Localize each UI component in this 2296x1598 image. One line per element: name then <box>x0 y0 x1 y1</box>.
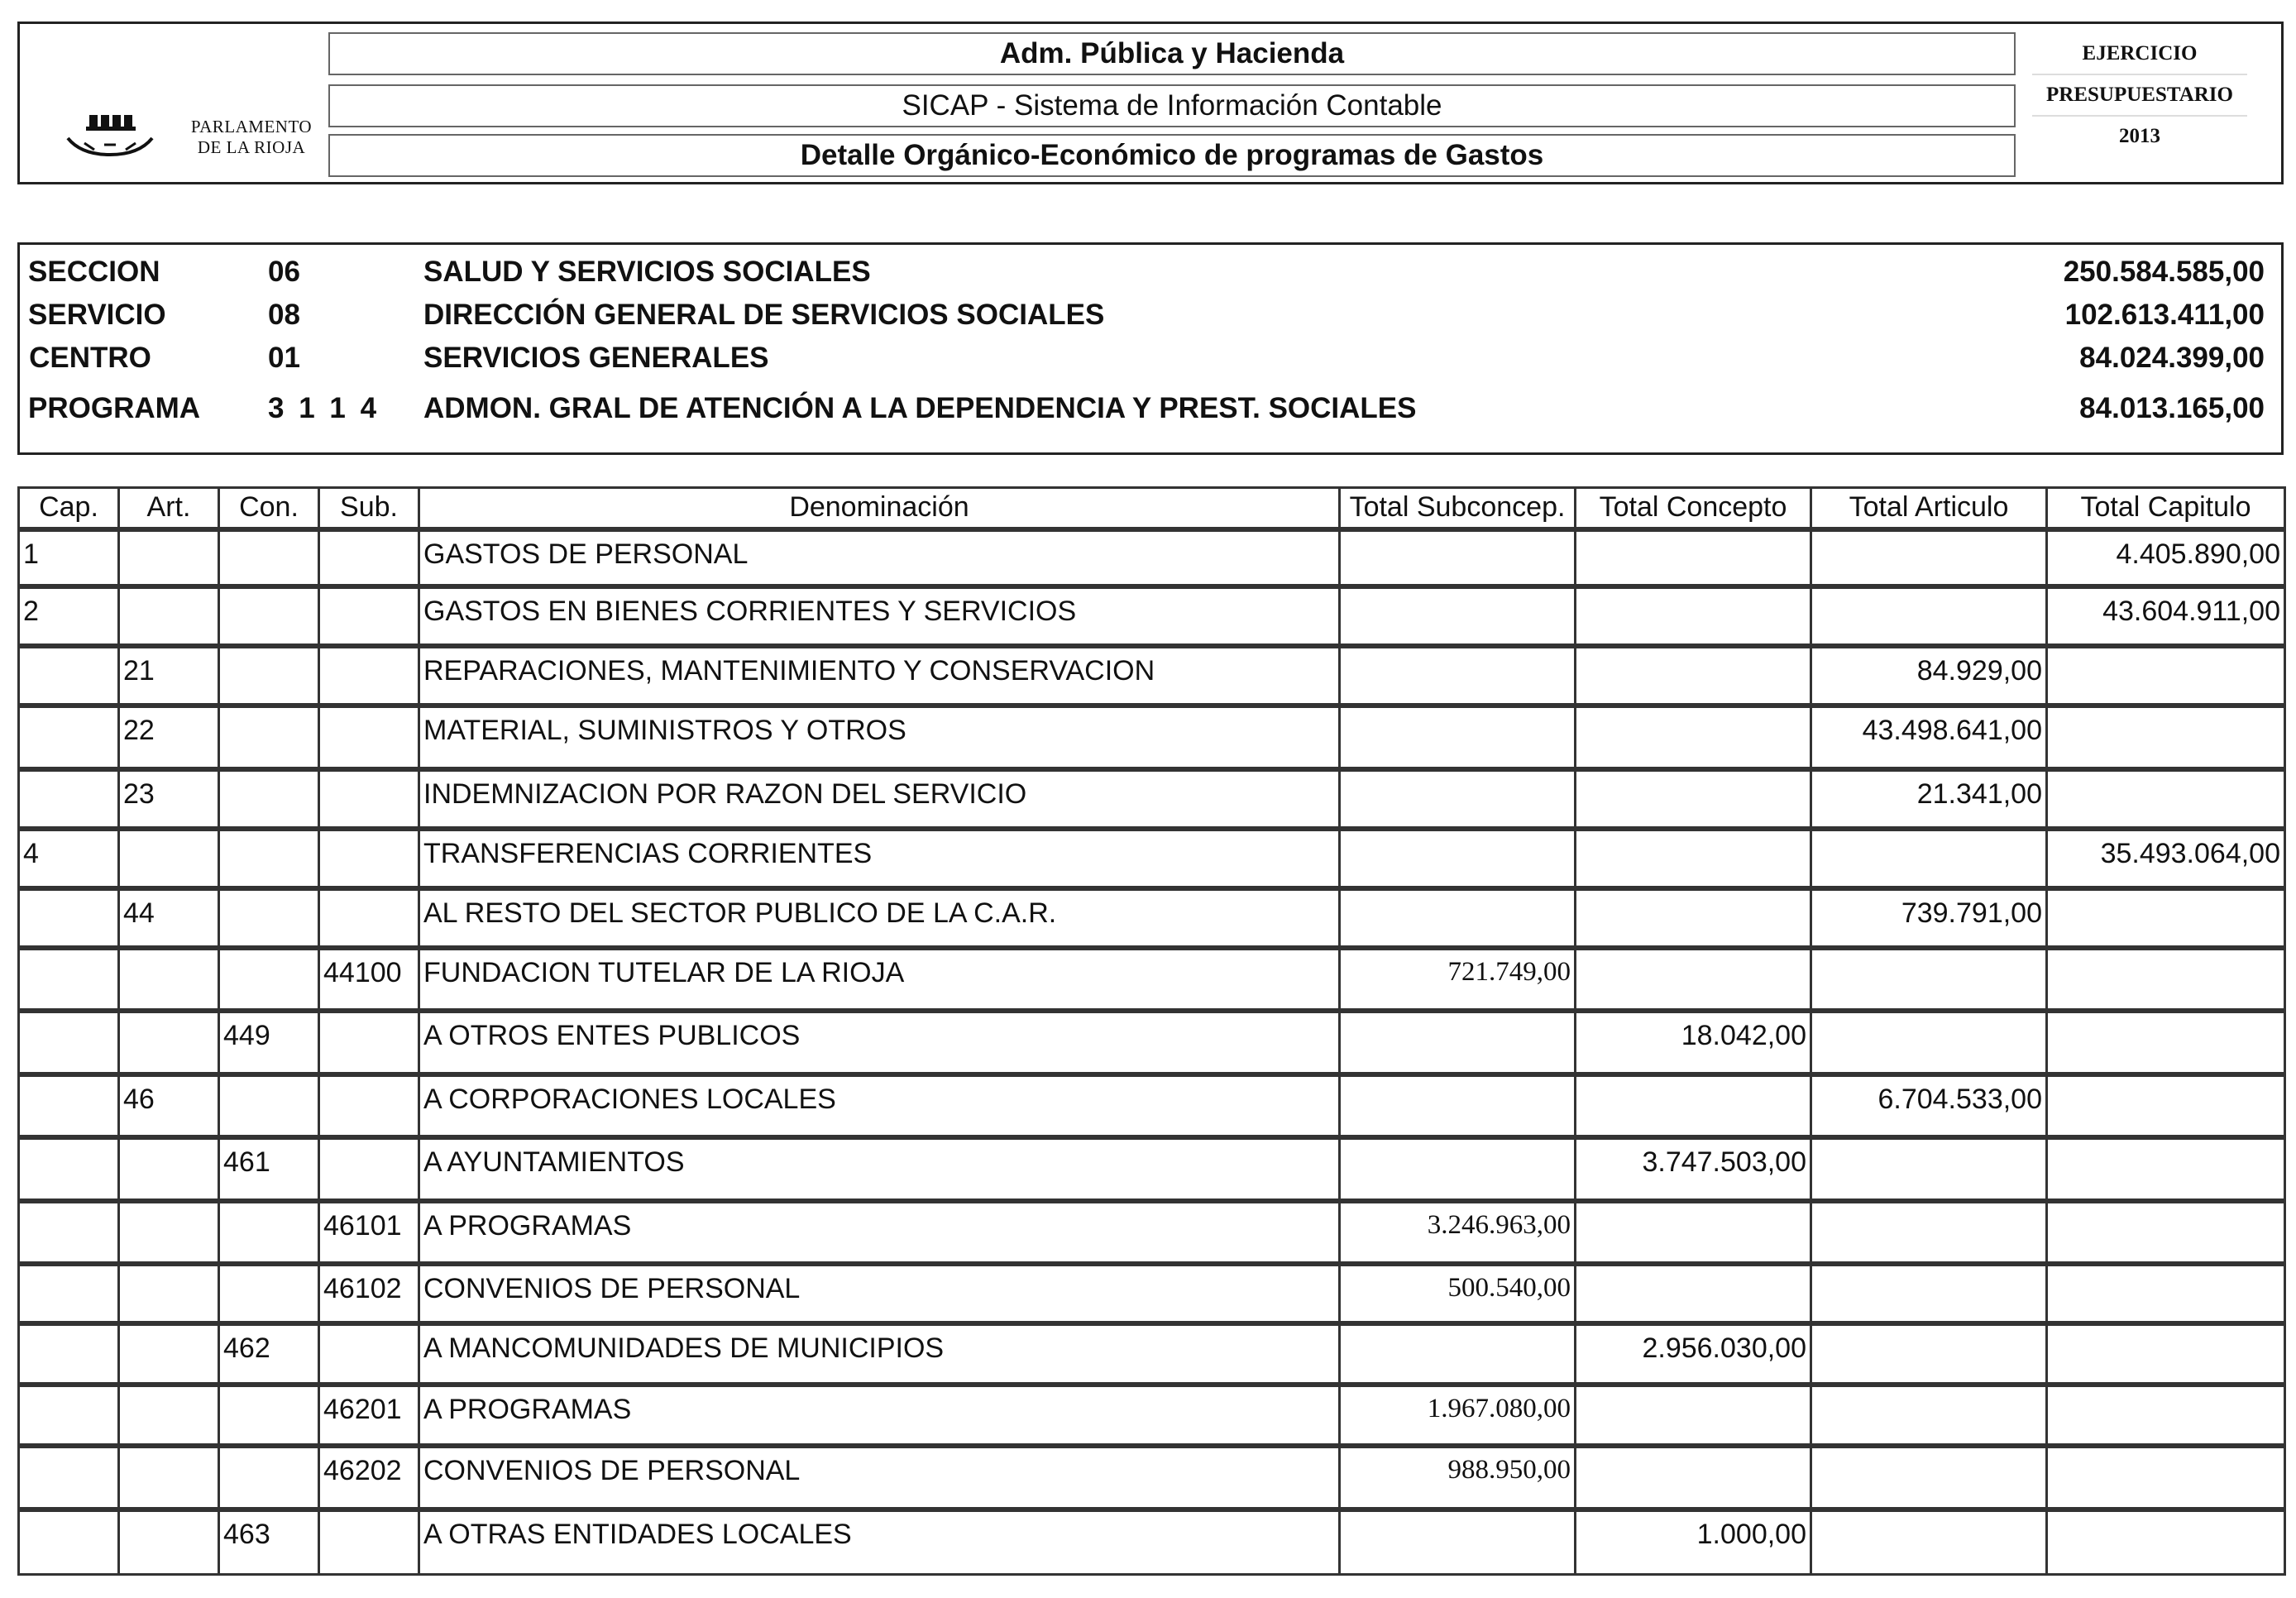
cell-con: 449 <box>219 1011 319 1074</box>
column-header-total-subconcepto: Total Subconcep. <box>1340 488 1576 529</box>
cell-total-subconcepto: 1.967.080,00 <box>1340 1385 1576 1446</box>
cell-total-subconcepto: 3.246.963,00 <box>1340 1201 1576 1264</box>
cell-total-articulo: 739.791,00 <box>1811 888 2047 948</box>
cell-denominacion: CONVENIOS DE PERSONAL <box>419 1446 1340 1509</box>
cell-con <box>219 646 319 706</box>
report-title: Detalle Orgánico-Económico de programas de Gastos <box>328 134 2016 177</box>
cell-total-capitulo <box>2047 948 2285 1011</box>
column-header-total-articulo: Total Articulo <box>1811 488 2047 529</box>
cell-total-subconcepto <box>1340 1137 1576 1200</box>
cell-con <box>219 586 319 646</box>
table-row <box>19 1509 2285 1575</box>
cell-total-subconcepto: 721.749,00 <box>1340 948 1576 1011</box>
cell-denominacion: A PROGRAMAS <box>419 1201 1340 1264</box>
table-row <box>19 769 2285 829</box>
info-code: 08 <box>268 299 300 331</box>
cell-art <box>119 1323 219 1385</box>
cell-total-concepto <box>1576 706 1811 768</box>
cell-sub <box>319 1074 419 1137</box>
cell-total-concepto <box>1576 829 1811 888</box>
cell-art <box>119 1011 219 1074</box>
table-row <box>19 1201 2285 1264</box>
cell-cap <box>19 1323 119 1385</box>
info-code: 06 <box>268 256 300 288</box>
cell-total-capitulo <box>2047 646 2285 706</box>
cell-total-capitulo <box>2047 706 2285 768</box>
column-header-total-capitulo: Total Capitulo <box>2047 488 2285 529</box>
parliament-logo <box>45 90 326 165</box>
table-row <box>19 948 2285 1011</box>
cell-total-concepto: 18.042,00 <box>1576 1011 1811 1074</box>
table-row <box>19 829 2285 888</box>
cell-cap <box>19 1509 119 1575</box>
table-row <box>19 1446 2285 1509</box>
table-body <box>19 529 2285 1575</box>
cell-total-articulo <box>1811 1264 2047 1323</box>
cell-total-capitulo: 35.493.064,00 <box>2047 829 2285 888</box>
department-title: Adm. Pública y Hacienda <box>328 32 2016 75</box>
cell-denominacion: INDEMNIZACION POR RAZON DEL SERVICIO <box>419 769 1340 829</box>
cell-total-concepto <box>1576 1264 1811 1323</box>
cell-art: 22 <box>119 706 219 768</box>
column-header-art: Art. <box>119 488 219 529</box>
cell-total-articulo <box>1811 1011 2047 1074</box>
cell-total-articulo: 84.929,00 <box>1811 646 2047 706</box>
cell-sub: 44100 <box>319 948 419 1011</box>
cell-art <box>119 1137 219 1200</box>
cell-total-subconcepto <box>1340 888 1576 948</box>
info-amount: 84.013.165,00 <box>2079 392 2265 424</box>
fiscal-year-block <box>2016 34 2264 179</box>
cell-total-capitulo <box>2047 1323 2285 1385</box>
info-row-seccion <box>20 253 2281 291</box>
cell-total-subconcepto <box>1340 829 1576 888</box>
cell-sub <box>319 706 419 768</box>
cell-sub <box>319 1137 419 1200</box>
cell-sub <box>319 586 419 646</box>
cell-cap <box>19 888 119 948</box>
cell-total-concepto <box>1576 1074 1811 1137</box>
cell-cap <box>19 948 119 1011</box>
table-row <box>19 529 2285 587</box>
cell-denominacion: TRANSFERENCIAS CORRIENTES <box>419 829 1340 888</box>
table-row <box>19 1074 2285 1137</box>
table-row <box>19 888 2285 948</box>
cell-art <box>119 1446 219 1509</box>
cell-art <box>119 1509 219 1575</box>
cell-total-capitulo <box>2047 1509 2285 1575</box>
cell-total-concepto: 2.956.030,00 <box>1576 1323 1811 1385</box>
cell-cap <box>19 1385 119 1446</box>
cell-sub <box>319 1011 419 1074</box>
cell-cap <box>19 769 119 829</box>
table-row <box>19 1385 2285 1446</box>
cell-total-articulo: 21.341,00 <box>1811 769 2047 829</box>
cell-total-subconcepto <box>1340 1074 1576 1137</box>
cell-total-subconcepto <box>1340 769 1576 829</box>
cell-total-concepto <box>1576 586 1811 646</box>
cell-total-concepto <box>1576 1201 1811 1264</box>
cell-con: 462 <box>219 1323 319 1385</box>
cell-cap <box>19 1201 119 1264</box>
cell-total-capitulo <box>2047 1446 2285 1509</box>
table-row <box>19 1264 2285 1323</box>
info-name: SALUD Y SERVICIOS SOCIALES <box>423 256 871 288</box>
cell-art <box>119 586 219 646</box>
table-header-row <box>19 488 2285 529</box>
parliament-emblem-icon <box>65 112 155 161</box>
table-row <box>19 1323 2285 1385</box>
cell-total-concepto <box>1576 646 1811 706</box>
cell-total-capitulo: 43.604.911,00 <box>2047 586 2285 646</box>
cell-total-subconcepto <box>1340 1323 1576 1385</box>
column-header-con: Con. <box>219 488 319 529</box>
info-label: SERVICIO <box>28 299 166 331</box>
cell-total-articulo <box>1811 1201 2047 1264</box>
info-row-servicio <box>20 296 2281 334</box>
cell-art <box>119 948 219 1011</box>
cell-denominacion: REPARACIONES, MANTENIMIENTO Y CONSERVACION <box>419 646 1340 706</box>
table-row <box>19 646 2285 706</box>
cell-denominacion: AL RESTO DEL SECTOR PUBLICO DE LA C.A.R. <box>419 888 1340 948</box>
cell-sub <box>319 646 419 706</box>
cell-art: 46 <box>119 1074 219 1137</box>
cell-con <box>219 706 319 768</box>
table-row <box>19 706 2285 768</box>
cell-denominacion: A AYUNTAMIENTOS <box>419 1137 1340 1200</box>
cell-total-capitulo <box>2047 1011 2285 1074</box>
info-row-centro <box>20 339 2281 377</box>
cell-art: 21 <box>119 646 219 706</box>
cell-total-articulo <box>1811 1323 2047 1385</box>
info-name: ADMON. GRAL DE ATENCIÓN A LA DEPENDENCIA Y PREST. SOCIALES <box>423 392 1417 424</box>
cell-total-concepto <box>1576 888 1811 948</box>
cell-total-capitulo <box>2047 888 2285 948</box>
cell-art <box>119 1201 219 1264</box>
cell-cap: 2 <box>19 586 119 646</box>
cell-con <box>219 829 319 888</box>
cell-total-capitulo <box>2047 1264 2285 1323</box>
cell-cap <box>19 1446 119 1509</box>
info-label: CENTRO <box>29 342 151 374</box>
cell-total-subconcepto <box>1340 586 1576 646</box>
cell-total-capitulo <box>2047 1074 2285 1137</box>
cell-con: 463 <box>219 1509 319 1575</box>
cell-total-articulo <box>1811 529 2047 587</box>
cell-sub: 46101 <box>319 1201 419 1264</box>
cell-total-subconcepto <box>1340 706 1576 768</box>
info-code: 01 <box>268 342 300 374</box>
cell-total-articulo <box>1811 1137 2047 1200</box>
cell-cap <box>19 1011 119 1074</box>
cell-denominacion: CONVENIOS DE PERSONAL <box>419 1264 1340 1323</box>
cell-denominacion: A PROGRAMAS <box>419 1385 1340 1446</box>
cell-cap <box>19 646 119 706</box>
info-amount: 102.613.411,00 <box>2064 299 2265 331</box>
cell-sub <box>319 1323 419 1385</box>
cell-total-subconcepto: 500.540,00 <box>1340 1264 1576 1323</box>
cell-total-subconcepto <box>1340 1011 1576 1074</box>
cell-total-articulo <box>1811 1385 2047 1446</box>
cell-art <box>119 529 219 587</box>
cell-cap <box>19 1137 119 1200</box>
cell-total-concepto <box>1576 1446 1811 1509</box>
cell-total-articulo <box>1811 1446 2047 1509</box>
cell-sub <box>319 529 419 587</box>
cell-total-articulo <box>1811 1509 2047 1575</box>
cell-total-concepto <box>1576 529 1811 587</box>
cell-con <box>219 1201 319 1264</box>
cell-denominacion: A CORPORACIONES LOCALES <box>419 1074 1340 1137</box>
ejercicio-label: EJERCICIO <box>2082 42 2198 65</box>
column-header-denominacion: Denominación <box>419 488 1340 529</box>
info-code: 3 1 1 4 <box>268 392 377 424</box>
cell-total-concepto: 1.000,00 <box>1576 1509 1811 1575</box>
cell-total-subconcepto <box>1340 1509 1576 1575</box>
table-row <box>19 1011 2285 1074</box>
cell-total-capitulo: 4.405.890,00 <box>2047 529 2285 587</box>
cell-denominacion: GASTOS DE PERSONAL <box>419 529 1340 587</box>
info-name: SERVICIOS GENERALES <box>423 342 769 374</box>
cell-total-concepto <box>1576 1385 1811 1446</box>
expense-detail-table <box>17 486 2286 1576</box>
report-header <box>17 22 2284 184</box>
cell-total-capitulo <box>2047 769 2285 829</box>
cell-art <box>119 1264 219 1323</box>
cell-con <box>219 529 319 587</box>
cell-art <box>119 1385 219 1446</box>
presupuestario-label: PRESUPUESTARIO <box>2046 84 2233 106</box>
cell-con <box>219 1385 319 1446</box>
logo-text-line1: PARLAMENTO <box>190 117 313 136</box>
cell-total-subconcepto <box>1340 529 1576 587</box>
cell-total-concepto <box>1576 769 1811 829</box>
info-amount: 250.584.585,00 <box>2063 256 2265 288</box>
cell-con <box>219 948 319 1011</box>
column-header-sub: Sub. <box>319 488 419 529</box>
cell-sub: 46201 <box>319 1385 419 1446</box>
cell-con <box>219 1446 319 1509</box>
cell-total-subconcepto: 988.950,00 <box>1340 1446 1576 1509</box>
cell-sub <box>319 888 419 948</box>
column-header-total-concepto: Total Concepto <box>1576 488 1811 529</box>
cell-con <box>219 888 319 948</box>
cell-denominacion: A OTRAS ENTIDADES LOCALES <box>419 1509 1340 1575</box>
cell-sub: 46202 <box>319 1446 419 1509</box>
cell-denominacion: A MANCOMUNIDADES DE MUNICIPIOS <box>419 1323 1340 1385</box>
cell-total-capitulo <box>2047 1201 2285 1264</box>
cell-cap <box>19 706 119 768</box>
cell-con <box>219 1074 319 1137</box>
cell-con: 461 <box>219 1137 319 1200</box>
cell-total-articulo: 6.704.533,00 <box>1811 1074 2047 1137</box>
cell-denominacion: FUNDACION TUTELAR DE LA RIOJA <box>419 948 1340 1011</box>
cell-total-subconcepto <box>1340 646 1576 706</box>
logo-text <box>181 117 322 158</box>
cell-con <box>219 769 319 829</box>
cell-con <box>219 1264 319 1323</box>
cell-total-articulo <box>1811 586 2047 646</box>
cell-sub <box>319 829 419 888</box>
cell-denominacion: GASTOS EN BIENES CORRIENTES Y SERVICIOS <box>419 586 1340 646</box>
cell-denominacion: A OTROS ENTES PUBLICOS <box>419 1011 1340 1074</box>
cell-sub <box>319 769 419 829</box>
cell-denominacion: MATERIAL, SUMINISTROS Y OTROS <box>419 706 1340 768</box>
fiscal-year: 2013 <box>2119 125 2160 147</box>
logo-text-line2: DE LA RIOJA <box>197 137 306 157</box>
cell-cap <box>19 1264 119 1323</box>
info-label: PROGRAMA <box>28 392 201 424</box>
cell-total-concepto: 3.747.503,00 <box>1576 1137 1811 1200</box>
cell-art: 23 <box>119 769 219 829</box>
column-header-cap: Cap. <box>19 488 119 529</box>
cell-art: 44 <box>119 888 219 948</box>
cell-total-capitulo <box>2047 1385 2285 1446</box>
cell-sub <box>319 1509 419 1575</box>
cell-total-articulo <box>1811 829 2047 888</box>
cell-cap: 1 <box>19 529 119 587</box>
cell-total-concepto <box>1576 948 1811 1011</box>
cell-art <box>119 829 219 888</box>
system-title: SICAP - Sistema de Información Contable <box>328 84 2016 127</box>
cell-total-articulo: 43.498.641,00 <box>1811 706 2047 768</box>
table-row <box>19 586 2285 646</box>
info-label: SECCION <box>28 256 160 288</box>
cell-total-articulo <box>1811 948 2047 1011</box>
cell-sub: 46102 <box>319 1264 419 1323</box>
info-row-programa <box>20 390 2281 428</box>
organic-classification <box>17 242 2284 455</box>
cell-cap: 4 <box>19 829 119 888</box>
info-amount: 84.024.399,00 <box>2079 342 2265 374</box>
cell-total-capitulo <box>2047 1137 2285 1200</box>
table-row <box>19 1137 2285 1200</box>
cell-cap <box>19 1074 119 1137</box>
info-name: DIRECCIÓN GENERAL DE SERVICIOS SOCIALES <box>423 299 1105 331</box>
